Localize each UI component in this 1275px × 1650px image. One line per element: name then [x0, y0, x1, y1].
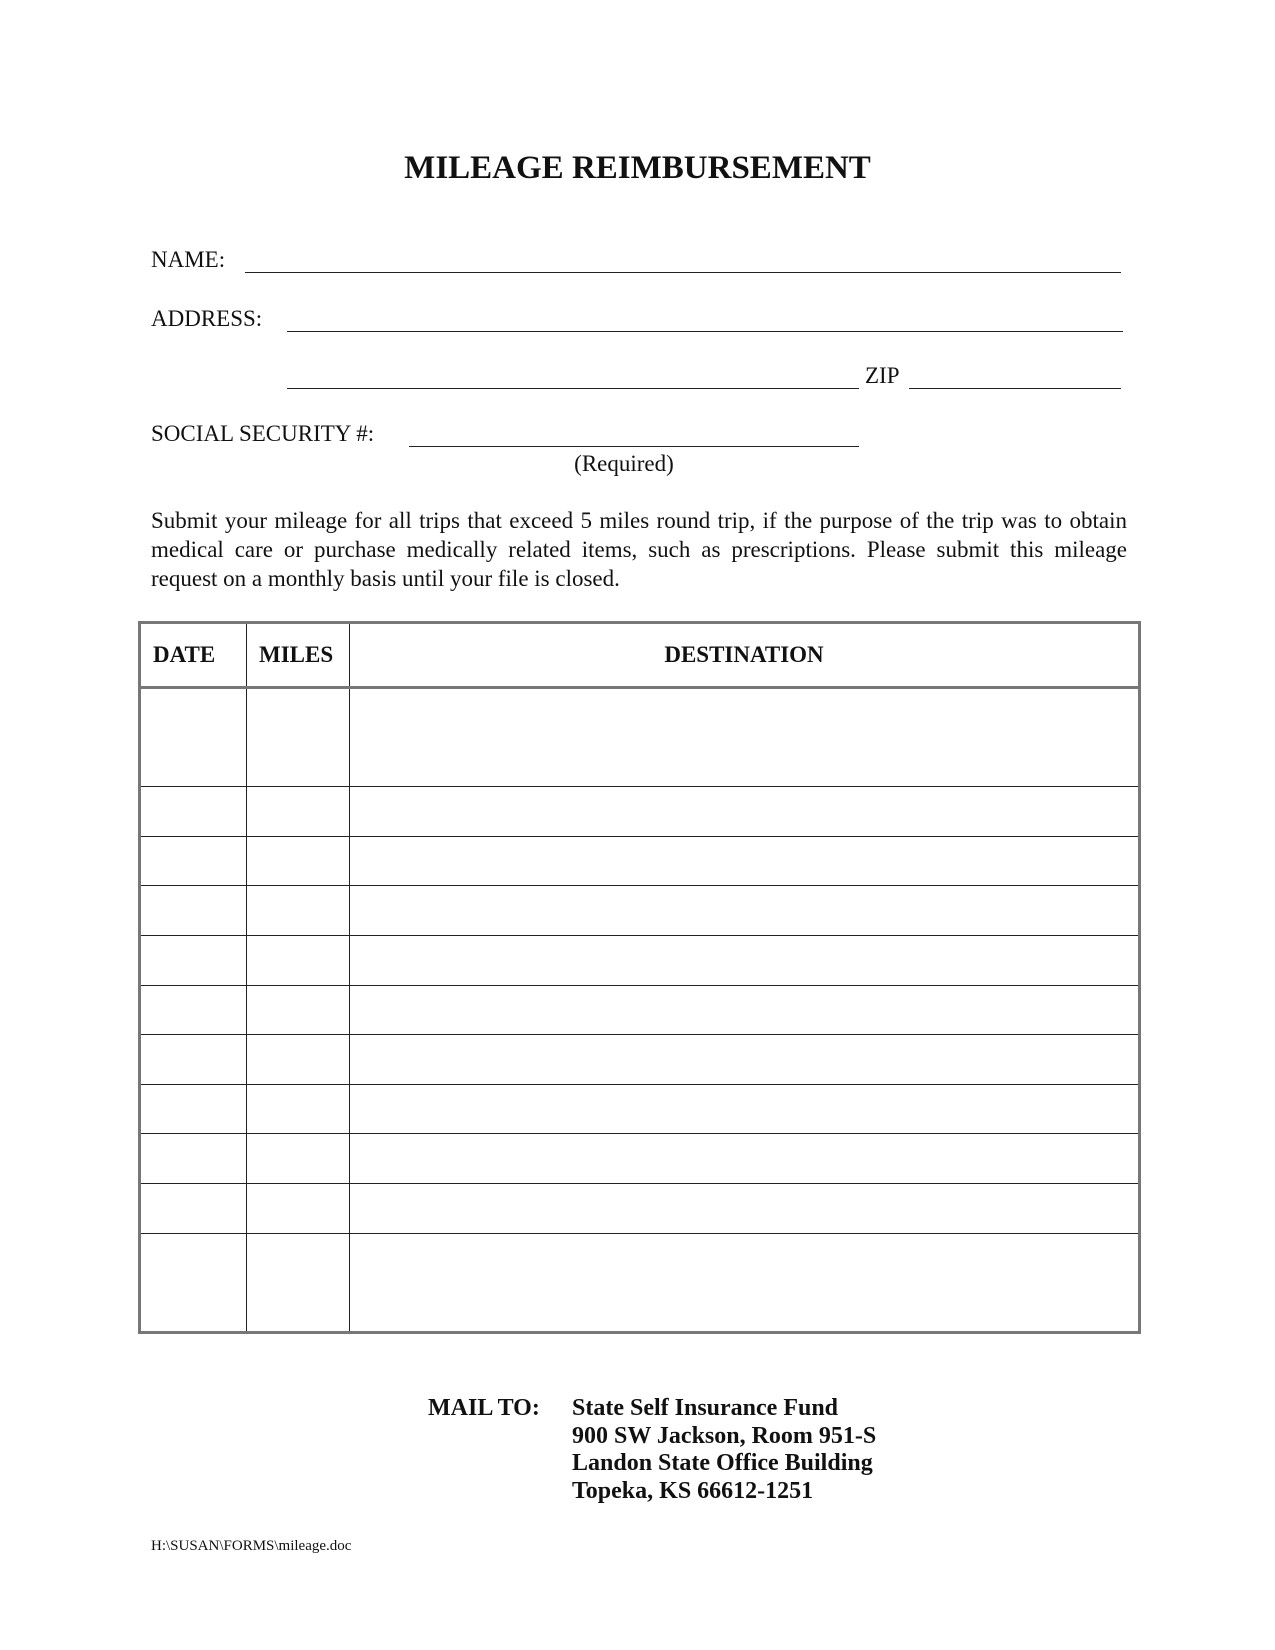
- date-cell[interactable]: [140, 688, 247, 787]
- zip-label: ZIP: [865, 363, 900, 388]
- address-label: ADDRESS:: [151, 306, 263, 331]
- destination-cell[interactable]: [350, 1035, 1140, 1085]
- miles-cell[interactable]: [247, 985, 350, 1035]
- date-cell[interactable]: [140, 1035, 247, 1085]
- mileage-table: [138, 621, 1141, 1334]
- ssn-label: SOCIAL SECURITY #:: [151, 421, 375, 446]
- address-field-line1[interactable]: [287, 331, 1123, 332]
- footer-file-path: H:\SUSAN\FORMS\mileage.doc: [151, 1538, 352, 1554]
- date-cell[interactable]: [140, 1184, 247, 1234]
- name-field[interactable]: [245, 272, 1121, 273]
- destination-cell[interactable]: [350, 936, 1140, 986]
- table-row: [140, 1233, 1140, 1332]
- destination-cell[interactable]: [350, 836, 1140, 886]
- table-row: [140, 688, 1140, 787]
- table-row: [140, 936, 1140, 986]
- table-row: [140, 787, 1140, 837]
- miles-cell[interactable]: [247, 886, 350, 936]
- miles-cell[interactable]: [247, 1035, 350, 1085]
- mail-address-line: State Self Insurance Fund: [572, 1395, 839, 1421]
- mail-to-label: MAIL TO:: [428, 1395, 540, 1421]
- miles-cell[interactable]: [247, 688, 350, 787]
- table-header-row: [140, 623, 1140, 688]
- table-row: [140, 985, 1140, 1035]
- table-row: [140, 1184, 1140, 1234]
- ssn-field[interactable]: [409, 446, 859, 447]
- miles-cell[interactable]: [247, 1184, 350, 1234]
- table-row: [140, 1035, 1140, 1085]
- table-row: [140, 886, 1140, 936]
- miles-cell[interactable]: [247, 1084, 350, 1134]
- destination-cell[interactable]: [350, 787, 1140, 837]
- destination-cell[interactable]: [350, 1233, 1140, 1332]
- destination-cell[interactable]: [350, 1184, 1140, 1234]
- mail-address-line: Landon State Office Building: [572, 1450, 873, 1476]
- miles-cell[interactable]: [247, 787, 350, 837]
- name-label: NAME:: [151, 247, 226, 272]
- miles-cell[interactable]: [247, 836, 350, 886]
- header-miles: MILES: [247, 623, 350, 688]
- miles-cell[interactable]: [247, 1233, 350, 1332]
- date-cell[interactable]: [140, 1134, 247, 1184]
- page-title: MILEAGE REIMBURSEMENT: [404, 150, 871, 186]
- table-row: [140, 1084, 1140, 1134]
- date-cell[interactable]: [140, 787, 247, 837]
- destination-cell[interactable]: [350, 688, 1140, 787]
- date-cell[interactable]: [140, 936, 247, 986]
- header-date: DATE: [140, 623, 247, 688]
- miles-cell[interactable]: [247, 1134, 350, 1184]
- instructions-paragraph: Submit your mileage for all trips that exceed 5 miles round trip, if the purpose of the trip was to obtain medical care or purchase medically related items, such as prescriptions. Please submit this mileage request on a monthly basis until your file is closed.: [151, 508, 1127, 591]
- header-destination: DESTINATION: [350, 623, 1140, 688]
- address-field-line2[interactable]: [287, 388, 859, 389]
- mail-to-address: [572, 1395, 876, 1505]
- ssn-required-note: (Required): [574, 451, 674, 476]
- destination-cell[interactable]: [350, 985, 1140, 1035]
- date-cell[interactable]: [140, 836, 247, 886]
- date-cell[interactable]: [140, 1233, 247, 1332]
- table-row: [140, 836, 1140, 886]
- table-row: [140, 1134, 1140, 1184]
- mail-address-line: 900 SW Jackson, Room 951-S: [572, 1422, 877, 1449]
- date-cell[interactable]: [140, 1084, 247, 1134]
- date-cell[interactable]: [140, 886, 247, 936]
- destination-cell[interactable]: [350, 1084, 1140, 1134]
- zip-field[interactable]: [909, 388, 1121, 389]
- destination-cell[interactable]: [350, 886, 1140, 936]
- mail-address-line: Topeka, KS 66612-1251: [572, 1477, 814, 1504]
- date-cell[interactable]: [140, 985, 247, 1035]
- miles-cell[interactable]: [247, 936, 350, 986]
- destination-cell[interactable]: [350, 1134, 1140, 1184]
